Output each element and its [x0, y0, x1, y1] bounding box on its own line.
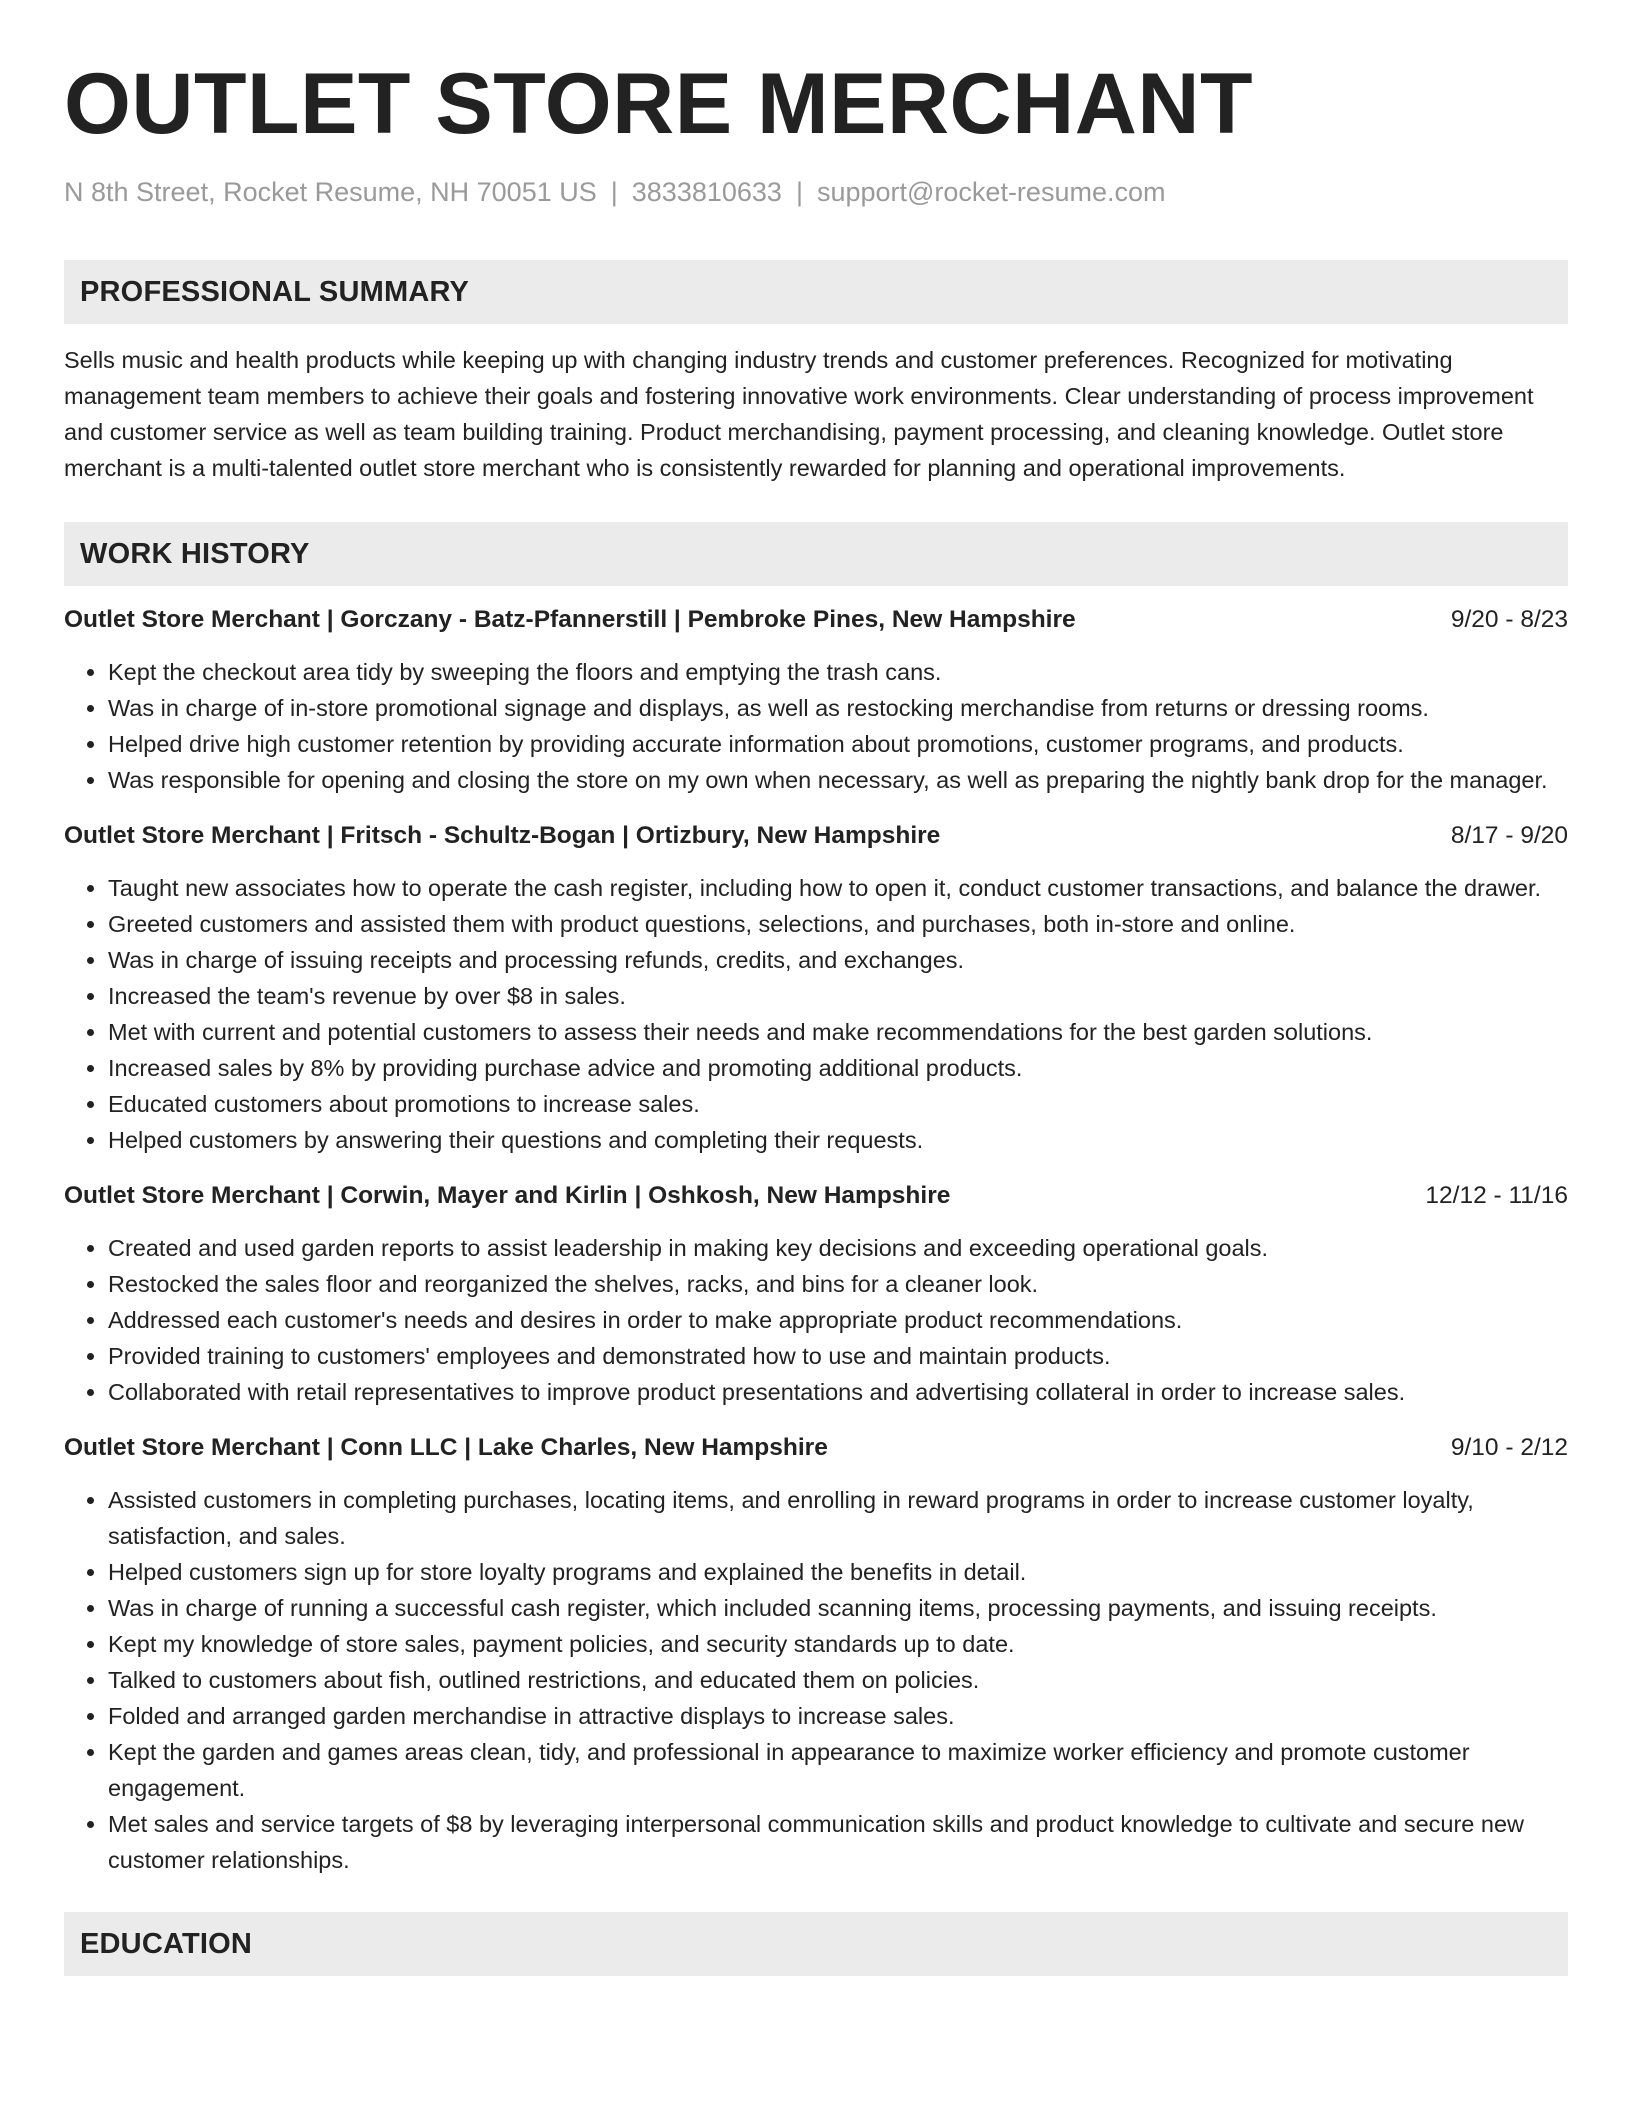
job-bullet: • Increased sales by 8% by providing purchase advice and promoting additional products. — [108, 1050, 1568, 1086]
section-heading-work-history: WORK HISTORY — [64, 522, 1568, 586]
job-entry — [64, 818, 1568, 1158]
job-bullet: • Collaborated with retail representatives to improve product presentations and advertising collateral in order to increase sales. — [108, 1374, 1568, 1410]
job-bullet: • Was in charge of running a successful cash register, which included scanning items, processing payments, and issuing receipts. — [108, 1590, 1568, 1626]
job-bullet: • Kept the garden and games areas clean, tidy, and professional in appearance to maximize worker efficiency and promote customer engagement. — [108, 1734, 1568, 1806]
job-header — [64, 818, 1568, 854]
job-bullet: • Restocked the sales floor and reorganized the shelves, racks, and bins for a cleaner look. — [108, 1266, 1568, 1302]
job-bullet: • Folded and arranged garden merchandise in attractive displays to increase sales. — [108, 1698, 1568, 1734]
job-header — [64, 1430, 1568, 1466]
job-bullet-list — [64, 1482, 1568, 1878]
job-bullet: • Created and used garden reports to assist leadership in making key decisions and exceeding operational goals. — [108, 1230, 1568, 1266]
contact-separator: | — [795, 177, 803, 207]
summary-text: Sells music and health products while keeping up with changing industry trends and customer preferences. Recognized for motivating management team members to achieve their goals and fostering innovative work environments. Clear understanding of process improvement and customer service as well as team building training. Product merchandising, payment processing, and cleaning knowledge. Outlet store merchant is a multi-talented outlet store merchant who is consistently rewarded for planning and operational improvements. — [64, 347, 1534, 481]
job-bullet: • Greeted customers and assisted them with product questions, selections, and purchases, both in-store and online. — [108, 906, 1568, 942]
job-entry — [64, 602, 1568, 798]
job-bullet-list — [64, 1230, 1568, 1410]
job-title: Outlet Store Merchant | Corwin, Mayer and Kirlin | Oshkosh, New Hampshire — [64, 1182, 951, 1209]
job-title: Outlet Store Merchant | Fritsch - Schultz-Bogan | Ortizbury, New Hampshire — [64, 822, 941, 849]
contact-phone: 3833810633 — [631, 177, 782, 207]
job-bullet: • Taught new associates how to operate the cash register, including how to open it, conduct customer transactions, and balance the drawer. — [108, 870, 1568, 906]
job-bullet: • Helped drive high customer retention by providing accurate information about promotions, customer programs, and products. — [108, 726, 1568, 762]
job-bullet: • Was responsible for opening and closing the store on my own when necessary, as well as preparing the nightly bank drop for the manager. — [108, 762, 1568, 798]
job-bullet: • Educated customers about promotions to increase sales. — [108, 1086, 1568, 1122]
job-bullet: • Kept my knowledge of store sales, payment policies, and security standards up to date. — [108, 1626, 1568, 1662]
job-bullet: • Helped customers sign up for store loyalty programs and explained the benefits in detail. — [108, 1554, 1568, 1590]
candidate-name: OUTLET STORE MERCHANT — [64, 56, 1254, 152]
work-history-list — [64, 602, 1568, 1878]
job-header — [64, 602, 1568, 638]
job-dates: 12/12 - 11/16 — [1425, 1182, 1568, 1209]
job-header — [64, 1178, 1568, 1214]
job-entry — [64, 1430, 1568, 1878]
job-dates: 9/20 - 8/23 — [1450, 606, 1568, 633]
job-bullet-list — [64, 870, 1568, 1158]
job-bullet-list — [64, 654, 1568, 798]
contact-address: N 8th Street, Rocket Resume, NH 70051 US — [64, 177, 597, 207]
job-bullet: • Met with current and potential customers to assess their needs and make recommendations for the best garden solutions. — [108, 1014, 1568, 1050]
job-bullet: • Addressed each customer's needs and desires in order to make appropriate product recommendations. — [108, 1302, 1568, 1338]
job-bullet: • Was in charge of in-store promotional signage and displays, as well as restocking merchandise from returns or dressing rooms. — [108, 690, 1568, 726]
section-heading-education: EDUCATION — [64, 1912, 1568, 1976]
job-bullet: • Was in charge of issuing receipts and processing refunds, credits, and exchanges. — [108, 942, 1568, 978]
job-bullet: • Kept the checkout area tidy by sweeping the floors and emptying the trash cans. — [108, 654, 1568, 690]
job-dates: 8/17 - 9/20 — [1450, 822, 1568, 849]
job-bullet: • Talked to customers about fish, outlined restrictions, and educated them on policies. — [108, 1662, 1568, 1698]
job-dates: 9/10 - 2/12 — [1450, 1434, 1568, 1461]
job-bullet: • Helped customers by answering their questions and completing their requests. — [108, 1122, 1568, 1158]
job-bullet: • Increased the team's revenue by over $8 in sales. — [108, 978, 1568, 1014]
job-entry — [64, 1178, 1568, 1410]
contact-email: support@rocket-resume.com — [816, 177, 1166, 207]
job-bullet: • Provided training to customers' employees and demonstrated how to use and maintain products. — [108, 1338, 1568, 1374]
job-title: Outlet Store Merchant | Conn LLC | Lake Charles, New Hampshire — [64, 1434, 828, 1461]
job-bullet: • Assisted customers in completing purchases, locating items, and enrolling in reward programs in order to increase customer loyalty, satisfaction, and sales. — [108, 1482, 1568, 1554]
contact-line — [64, 174, 1568, 210]
section-heading-summary: PROFESSIONAL SUMMARY — [64, 260, 1568, 324]
job-title: Outlet Store Merchant | Gorczany - Batz-Pfannerstill | Pembroke Pines, New Hampshire — [64, 606, 1076, 633]
job-bullet: • Met sales and service targets of $8 by leveraging interpersonal communication skills and product knowledge to cultivate and secure new customer relationships. — [108, 1806, 1568, 1878]
contact-separator: | — [610, 177, 618, 207]
